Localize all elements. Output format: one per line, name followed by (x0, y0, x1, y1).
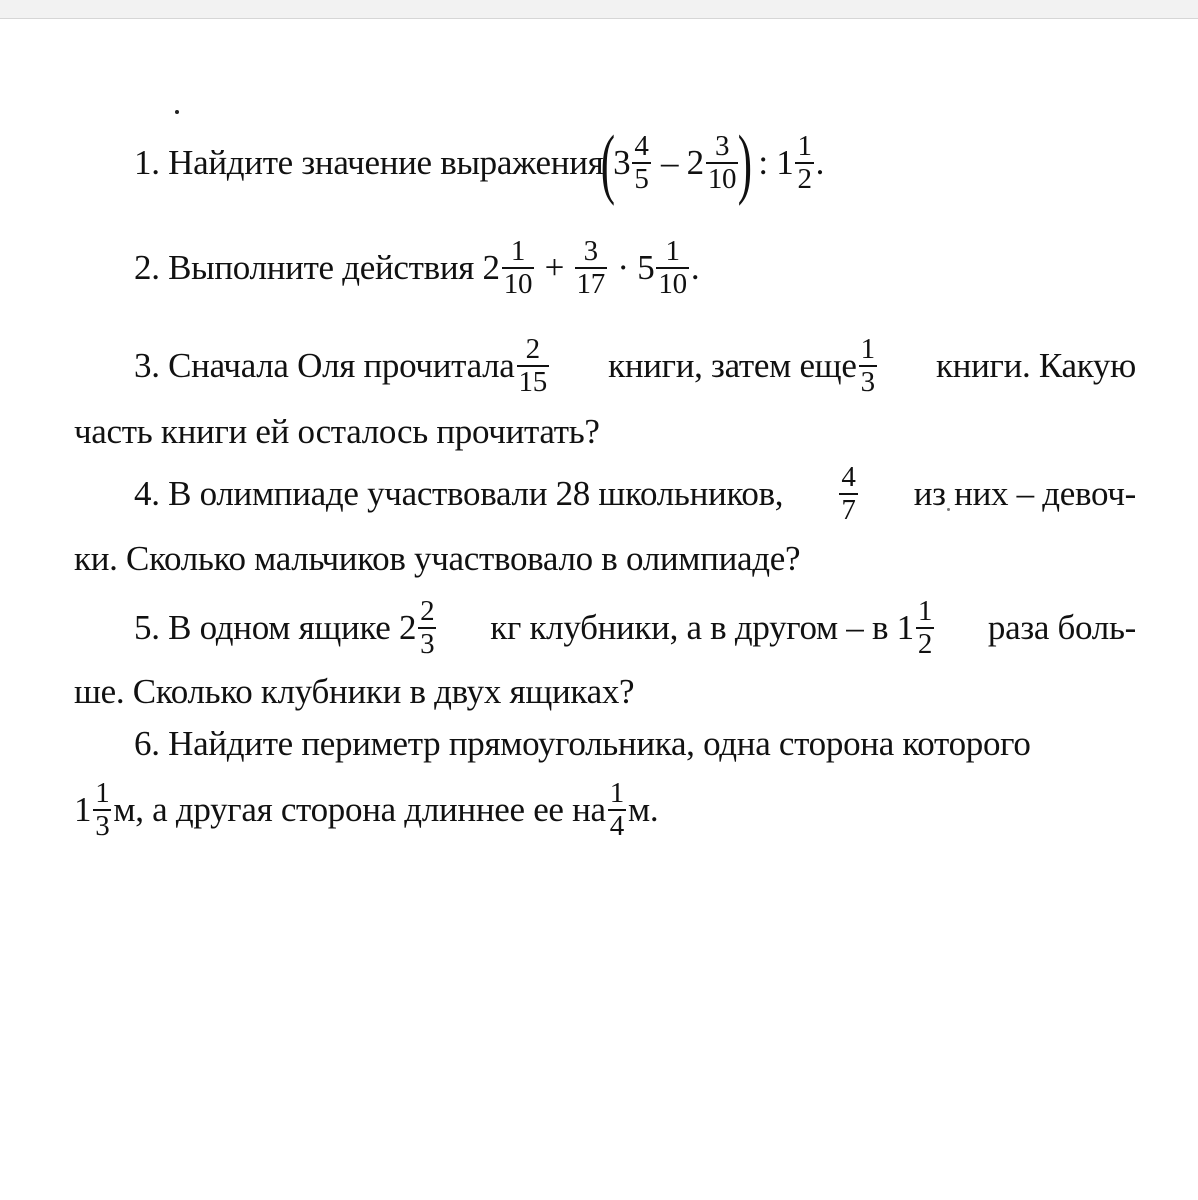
fraction (608, 778, 626, 842)
numerator: 1 (609, 777, 624, 809)
task-4-text: ки. Сколько мальчиков участвовало в олимпиаде? (74, 539, 801, 578)
task-3-text: книги, затем еще (608, 346, 857, 385)
numerator: 4 (841, 461, 856, 493)
task-5-text: раза боль- (987, 608, 1136, 647)
task-2-number: 2. (134, 248, 160, 287)
whole-part: 1 (74, 790, 92, 829)
task-3-line-2 (74, 404, 1136, 460)
denominator: 3 (95, 810, 110, 842)
fraction (795, 131, 813, 195)
denominator: 10 (658, 268, 687, 300)
denominator: 2 (797, 163, 812, 195)
period: . (815, 143, 825, 182)
task-4-text: В олимпиаде участвовали 28 школьников, (168, 474, 784, 513)
task-6 (74, 718, 1136, 770)
denominator: 3 (420, 628, 435, 660)
worksheet (74, 119, 1136, 850)
task-6-number: 6. (134, 724, 160, 763)
fraction (839, 462, 857, 526)
numerator: 1 (510, 235, 526, 267)
period: . (690, 248, 700, 287)
task-4-line-2 (74, 528, 1136, 590)
numerator: 3 (583, 235, 598, 267)
task-5-number: 5. (134, 608, 160, 647)
right-paren: ) (738, 119, 753, 206)
task-6-line-2 (74, 770, 1136, 850)
denominator: 7 (841, 494, 856, 526)
numerator: 1 (860, 333, 875, 365)
minus-sign: – (660, 143, 679, 182)
denominator: 5 (634, 163, 649, 195)
task-6-text: м, а другая сторона длиннее ее на (113, 790, 606, 829)
denominator: 3 (860, 366, 875, 398)
fraction (502, 236, 534, 300)
task-3-text: книги. Какую (935, 346, 1136, 385)
viewer-top-bar (0, 0, 1198, 19)
task-2 (74, 230, 1136, 306)
task-3-text: часть книги ей осталось прочитать? (74, 412, 600, 451)
task-6-text: Найдите периметр прямоугольника, одна сторона которого (168, 724, 1031, 763)
whole-part: 3 (613, 143, 631, 182)
multiply-sign: · 5 (617, 248, 655, 287)
task-1-expression (601, 119, 825, 206)
task-1-number: 1. (134, 143, 160, 182)
task-4-number: 4. (134, 474, 160, 513)
task-3-number: 3. (134, 346, 160, 385)
denominator: 15 (518, 366, 547, 398)
division-sign: : 1 (758, 143, 794, 182)
scan-speck (175, 110, 179, 114)
task-5-text: ше. Сколько клубники в двух ящиках? (74, 672, 635, 711)
fraction (859, 334, 877, 398)
denominator: 4 (609, 810, 624, 842)
numerator: 1 (95, 777, 110, 809)
numerator: 4 (634, 130, 649, 162)
task-4-text: из них – девоч- (913, 474, 1136, 513)
numerator: 1 (797, 130, 812, 162)
denominator: 2 (917, 628, 933, 660)
numerator: 3 (714, 130, 730, 162)
task-4 (74, 460, 1136, 528)
task-1-text: Найдите значение выражения (168, 143, 604, 182)
whole-part: 2 (686, 143, 704, 182)
fraction (656, 236, 688, 300)
plus-sign: + (544, 248, 565, 287)
task-2-text: Выполните действия 2 (168, 248, 500, 287)
task-5-line-2 (74, 666, 1136, 718)
denominator: 10 (707, 163, 737, 195)
task-3-text: Сначала Оля прочитала (168, 346, 515, 385)
fraction (418, 596, 436, 660)
task-5-text: В одном ящике 2 (168, 608, 417, 647)
task-5-text: кг клубники, а в другом – в 1 (490, 608, 914, 647)
task-5 (74, 590, 1136, 666)
fraction (916, 596, 934, 660)
fraction (93, 778, 111, 842)
fraction (575, 236, 607, 300)
task-1 (74, 119, 1136, 206)
numerator: 2 (525, 333, 540, 365)
task-3 (74, 328, 1136, 404)
denominator: 10 (503, 268, 533, 300)
numerator: 1 (917, 595, 933, 627)
fraction (706, 131, 738, 195)
left-paren: ( (601, 119, 616, 206)
task-6-text: м. (627, 790, 659, 829)
numerator: 2 (420, 595, 435, 627)
denominator: 17 (576, 268, 605, 300)
numerator: 1 (665, 235, 680, 267)
fraction (632, 131, 650, 195)
fraction (517, 334, 549, 398)
